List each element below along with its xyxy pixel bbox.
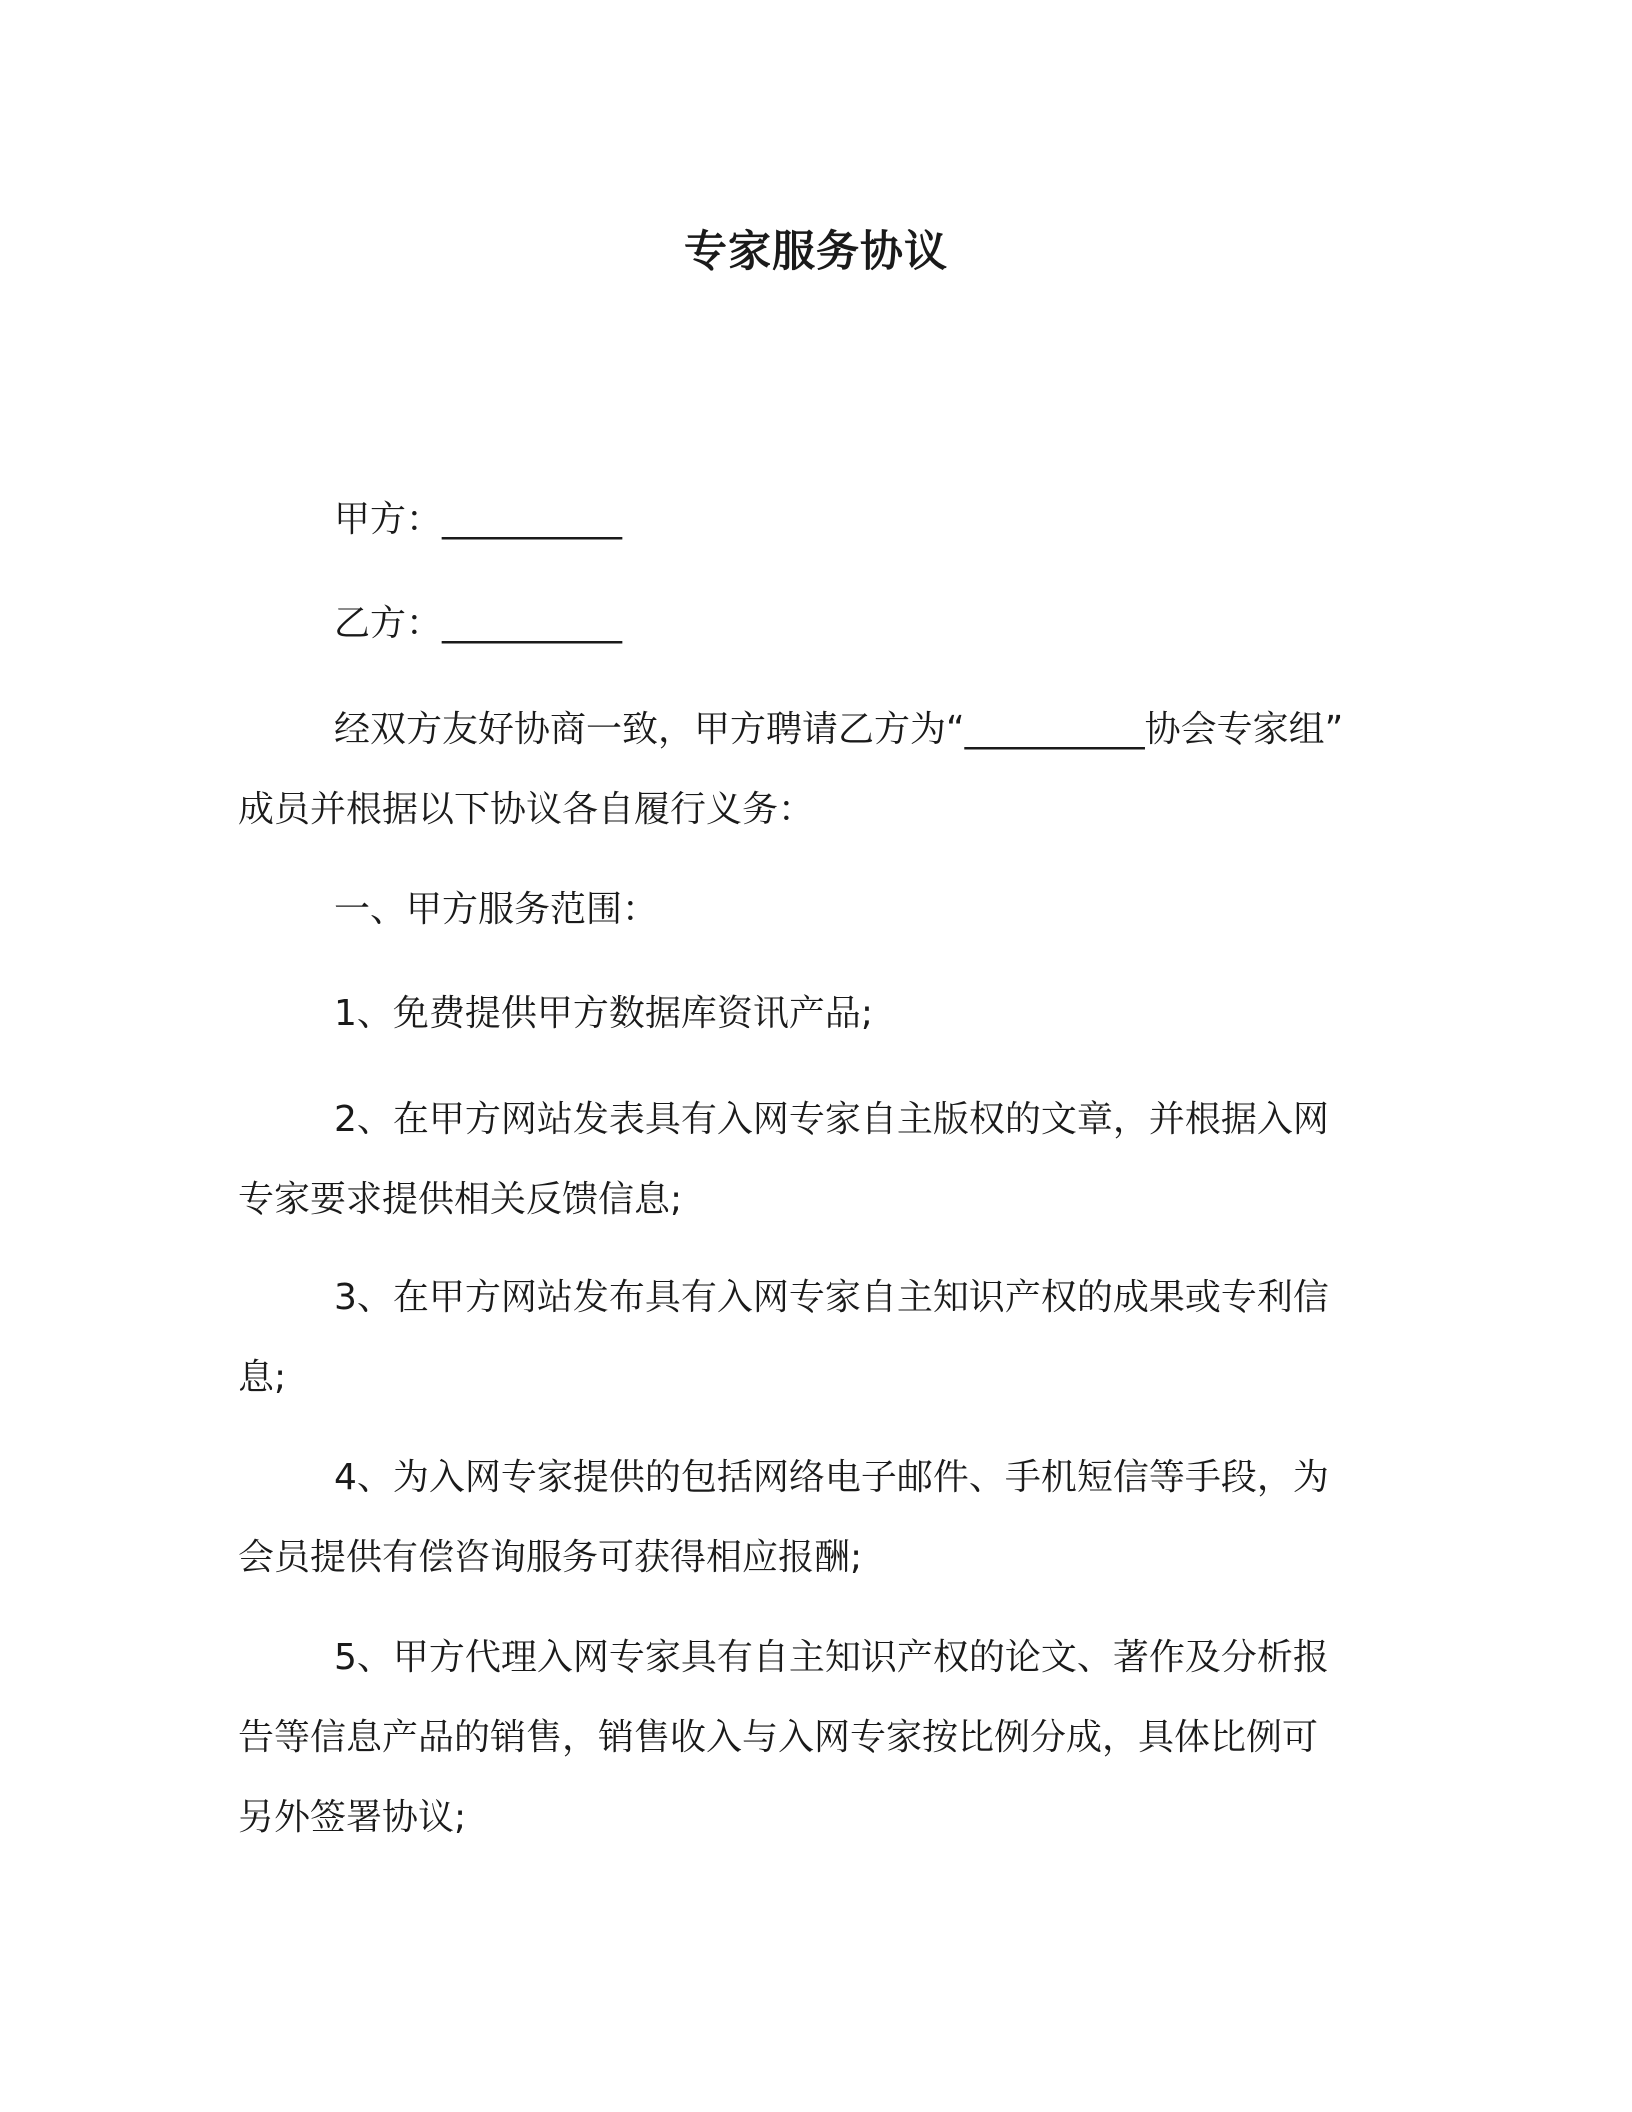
intro-paragraph: [238, 690, 1398, 850]
clause-item-2-line-2: 专家要求提供相关反馈信息;: [238, 1179, 683, 1220]
clause-item-4: [238, 1438, 1398, 1598]
clause-item-5-line-3: 另外签署协议;: [238, 1797, 467, 1838]
clause-item-5-line-2: 告等信息产品的销售，销售收入与入网专家按比例分成，具体比例可: [238, 1717, 1319, 1758]
intro-line-2: 成员并根据以下协议各自履行义务：: [238, 789, 815, 830]
clause-item-4-line-1: 4、为入网专家提供的包括网络电子邮件、手机短信等手段，为: [334, 1457, 1329, 1498]
clause-item-3-line-1: 3、在甲方网站发布具有入网专家自主知识产权的成果或专利信: [334, 1277, 1329, 1318]
clause-item-5-line-1: 5、甲方代理入网专家具有自主知识产权的论文、著作及分析报: [334, 1637, 1329, 1678]
clause-item-3: [238, 1258, 1398, 1418]
party-b-label: 乙方：__________: [334, 603, 623, 644]
clause-item-1-line-1: 1、免费提供甲方数据库资讯产品;: [334, 993, 874, 1034]
section-1-heading: [238, 870, 1398, 950]
clause-item-5: [238, 1618, 1398, 1858]
party-a-line: [238, 480, 1398, 560]
intro-line-1: 经双方友好协商一致，甲方聘请乙方为“__________协会专家组”: [334, 709, 1344, 750]
clause-item-1: [238, 974, 1398, 1054]
section-1-heading-text: 一、甲方服务范围：: [334, 889, 659, 930]
party-b-line: [238, 584, 1398, 664]
clause-item-2: [238, 1080, 1398, 1240]
party-a-label: 甲方：__________: [334, 499, 623, 540]
document-title: 专家服务协议: [684, 227, 948, 277]
clause-item-4-line-2: 会员提供有偿咨询服务可获得相应报酬;: [238, 1537, 863, 1578]
clause-item-3-line-2: 息;: [238, 1357, 287, 1398]
clause-item-2-line-1: 2、在甲方网站发表具有入网专家自主版权的文章，并根据入网: [334, 1099, 1329, 1140]
